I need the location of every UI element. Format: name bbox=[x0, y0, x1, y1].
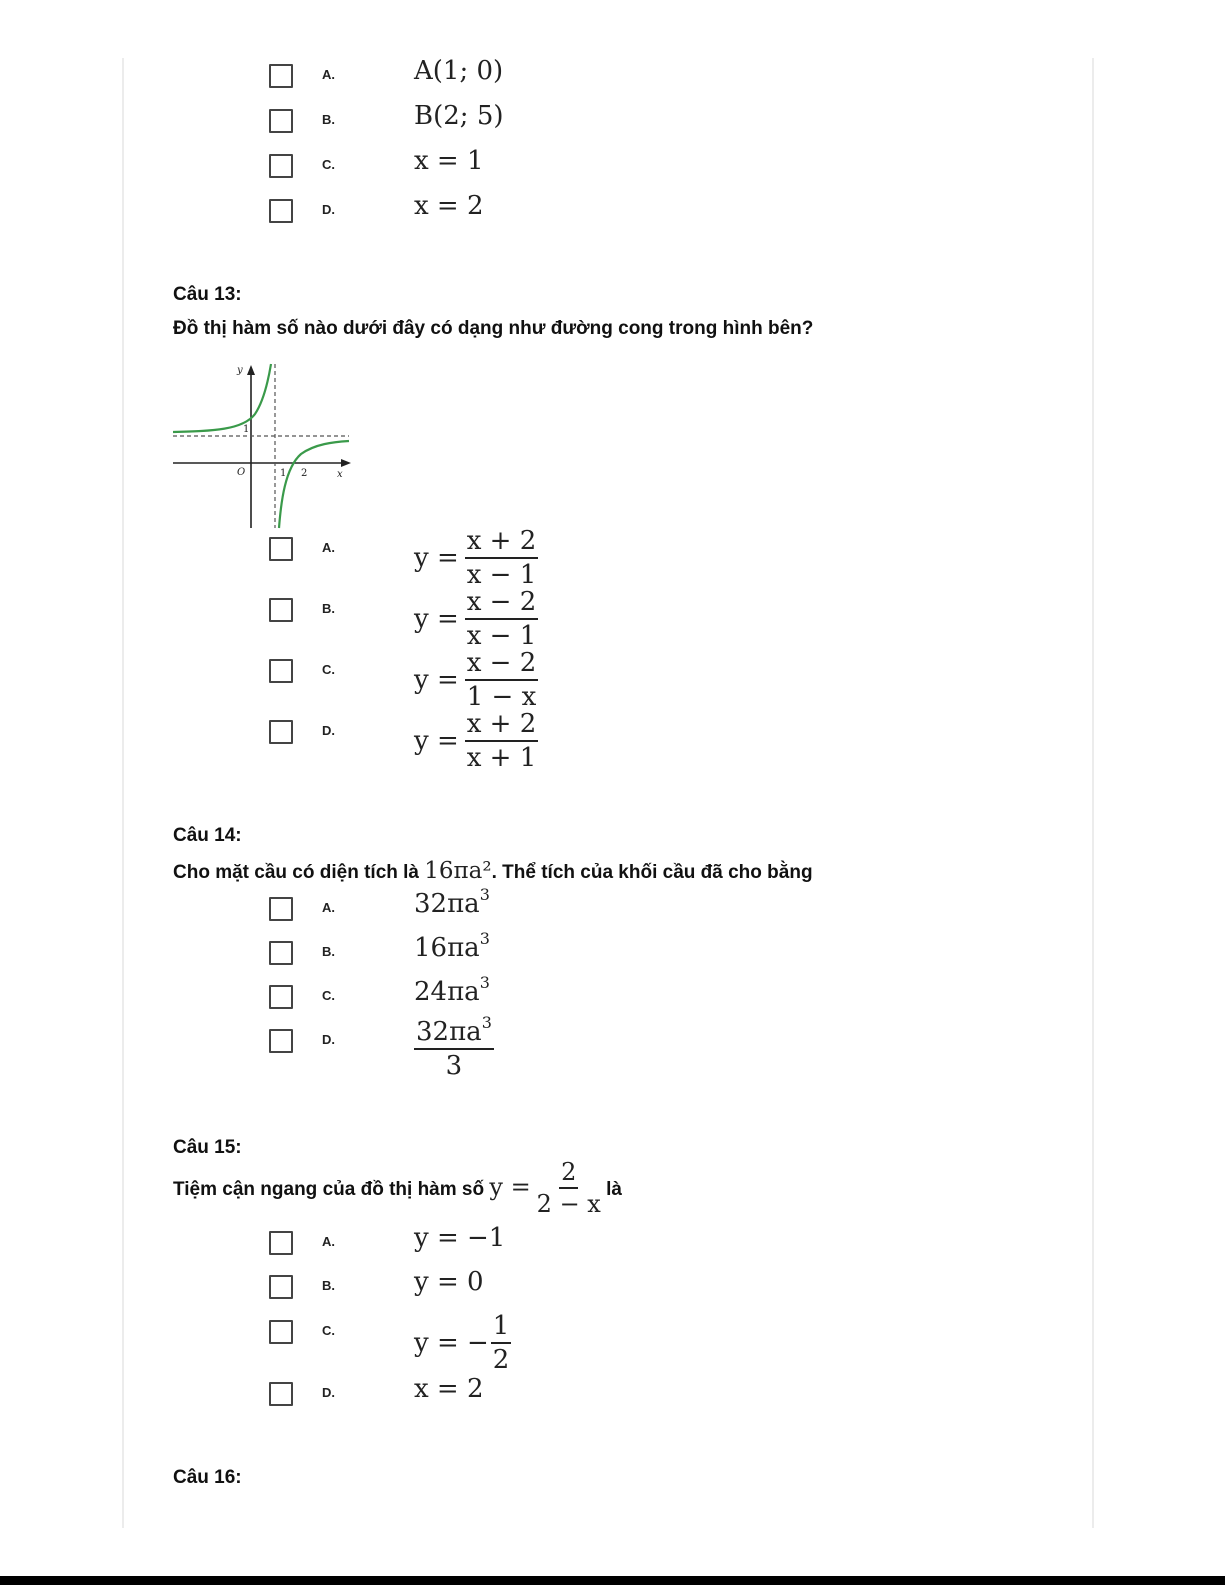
option-math: y = −1 bbox=[414, 1223, 506, 1253]
q14-heading: Câu 14: bbox=[173, 825, 242, 846]
option-math bbox=[414, 1013, 494, 1082]
checkbox[interactable] bbox=[269, 109, 293, 133]
math-lhs: y = bbox=[414, 725, 459, 756]
q14-inline-math: 16πa² bbox=[424, 858, 492, 884]
checkbox[interactable] bbox=[269, 659, 293, 683]
fraction bbox=[465, 650, 539, 712]
option-math bbox=[414, 711, 538, 773]
fraction bbox=[414, 1013, 494, 1082]
checkbox[interactable] bbox=[269, 1320, 293, 1344]
numerator: x − 2 bbox=[465, 589, 539, 620]
checkbox[interactable] bbox=[269, 64, 293, 88]
option-letter: A. bbox=[322, 540, 335, 555]
option-letter: D. bbox=[322, 1032, 335, 1047]
fraction bbox=[465, 528, 539, 590]
q14-text-before: Cho mặt cầu có diện tích là bbox=[173, 862, 419, 883]
q13-text: Đồ thị hàm số nào dưới đây có dạng như đường cong trong hình bên? bbox=[173, 318, 814, 339]
q12-option-a[interactable] bbox=[269, 56, 869, 92]
option-math: B(2; 5) bbox=[414, 101, 504, 131]
option-letter: B. bbox=[322, 601, 335, 616]
option-letter: D. bbox=[322, 1385, 335, 1400]
checkbox[interactable] bbox=[269, 941, 293, 965]
q13-option-c[interactable] bbox=[269, 648, 869, 713]
option-math bbox=[414, 973, 490, 1007]
option-math: x = 1 bbox=[414, 146, 484, 176]
q13-graph bbox=[173, 362, 353, 530]
math-exponent: 3 bbox=[479, 929, 490, 948]
option-letter: A. bbox=[322, 1234, 335, 1249]
option-letter: C. bbox=[322, 662, 335, 677]
math-lhs: y = bbox=[414, 603, 459, 634]
checkbox[interactable] bbox=[269, 199, 293, 223]
q15-heading: Câu 15: bbox=[173, 1137, 242, 1158]
option-letter: B. bbox=[322, 944, 335, 959]
option-letter: C. bbox=[322, 988, 335, 1003]
option-math: x = 2 bbox=[414, 1374, 484, 1404]
math-exponent: 3 bbox=[479, 885, 490, 904]
checkbox[interactable] bbox=[269, 154, 293, 178]
q14-option-a[interactable] bbox=[269, 885, 869, 925]
option-letter: D. bbox=[322, 723, 335, 738]
fraction bbox=[465, 711, 539, 773]
checkbox[interactable] bbox=[269, 720, 293, 744]
x-axis-arrow bbox=[341, 459, 351, 467]
denominator: 2 − x bbox=[536, 1190, 601, 1219]
option-letter: A. bbox=[322, 900, 335, 915]
graph-label-one-x: 1 bbox=[280, 468, 287, 479]
graph-label-two-x: 2 bbox=[301, 468, 308, 479]
graph-label-y: y bbox=[237, 365, 243, 376]
option-math bbox=[414, 1313, 511, 1375]
option-letter: C. bbox=[322, 157, 335, 172]
math-lhs: y = − bbox=[414, 1327, 489, 1358]
q14-text-after: . Thể tích của khối cầu đã cho bằng bbox=[491, 862, 813, 883]
q16-heading: Câu 16: bbox=[173, 1467, 242, 1488]
q15-text-after: là bbox=[606, 1179, 622, 1201]
math-base: 32πa bbox=[416, 1017, 482, 1047]
graph-label-x: x bbox=[337, 469, 343, 480]
q15-text-before: Tiệm cận ngang của đồ thị hàm số bbox=[173, 1179, 485, 1201]
bottom-bar bbox=[0, 1576, 1225, 1585]
option-math bbox=[414, 885, 490, 919]
q12-option-c[interactable] bbox=[269, 146, 869, 182]
option-letter: B. bbox=[322, 112, 335, 127]
math-exponent: 3 bbox=[481, 1013, 492, 1032]
option-math bbox=[414, 528, 538, 590]
graph-label-one-y: 1 bbox=[243, 424, 250, 435]
q12-option-b[interactable] bbox=[269, 101, 869, 137]
numerator: x − 2 bbox=[465, 650, 539, 681]
checkbox[interactable] bbox=[269, 897, 293, 921]
checkbox[interactable] bbox=[269, 985, 293, 1009]
option-letter: A. bbox=[322, 67, 335, 82]
curve-right-branch bbox=[279, 441, 349, 528]
option-letter: C. bbox=[322, 1323, 335, 1338]
q13-option-d[interactable] bbox=[269, 709, 869, 774]
checkbox[interactable] bbox=[269, 537, 293, 561]
math-base: 32πa bbox=[414, 889, 480, 919]
numerator: 2 bbox=[559, 1160, 578, 1189]
math-base: 24πa bbox=[414, 977, 480, 1007]
option-math: x = 2 bbox=[414, 191, 484, 221]
q15-option-d[interactable] bbox=[269, 1374, 869, 1410]
numerator: x + 2 bbox=[465, 528, 539, 559]
q15-option-a[interactable] bbox=[269, 1223, 869, 1259]
curve-left-branch bbox=[173, 364, 271, 432]
checkbox[interactable] bbox=[269, 1382, 293, 1406]
math-exponent: 3 bbox=[479, 973, 490, 992]
q14-option-d[interactable] bbox=[269, 1013, 869, 1082]
numerator: x + 2 bbox=[465, 711, 539, 742]
numerator: 1 bbox=[491, 1313, 512, 1344]
checkbox[interactable] bbox=[269, 1275, 293, 1299]
math-lhs: y = bbox=[414, 664, 459, 695]
math-base: 16πa bbox=[414, 933, 480, 963]
q15-option-b[interactable] bbox=[269, 1267, 869, 1303]
fraction bbox=[537, 1160, 601, 1217]
y-axis-arrow bbox=[247, 365, 255, 375]
q14-text bbox=[173, 858, 813, 884]
content-right-border bbox=[1092, 58, 1094, 1528]
checkbox[interactable] bbox=[269, 598, 293, 622]
content-left-border bbox=[122, 58, 124, 1528]
option-math bbox=[414, 650, 538, 712]
denominator: x + 1 bbox=[466, 743, 537, 774]
denominator: 1 − x bbox=[466, 682, 537, 713]
checkbox[interactable] bbox=[269, 1029, 293, 1053]
denominator: x − 1 bbox=[466, 560, 537, 591]
checkbox[interactable] bbox=[269, 1231, 293, 1255]
option-math: y = 0 bbox=[414, 1267, 484, 1297]
q15-text bbox=[173, 1160, 622, 1217]
option-math bbox=[414, 589, 538, 651]
option-letter: D. bbox=[322, 202, 335, 217]
q13-option-b[interactable] bbox=[269, 587, 869, 652]
q13-option-a[interactable] bbox=[269, 526, 869, 591]
option-math bbox=[414, 929, 490, 963]
q12-option-d[interactable] bbox=[269, 191, 869, 227]
math-lhs: y = bbox=[489, 1173, 531, 1202]
option-math: A(1; 0) bbox=[414, 56, 504, 86]
q14-option-c[interactable] bbox=[269, 973, 869, 1013]
fraction bbox=[465, 589, 539, 651]
graph-label-origin: O bbox=[237, 467, 246, 478]
denominator: 2 bbox=[492, 1345, 510, 1376]
q15-option-c[interactable] bbox=[269, 1311, 869, 1376]
fraction bbox=[491, 1313, 512, 1375]
q14-option-b[interactable] bbox=[269, 929, 869, 969]
denominator: 3 bbox=[445, 1051, 463, 1082]
option-letter: B. bbox=[322, 1278, 335, 1293]
math-lhs: y = bbox=[414, 542, 459, 573]
q15-inline-math bbox=[489, 1158, 601, 1219]
q13-heading: Câu 13: bbox=[173, 284, 242, 305]
denominator: x − 1 bbox=[466, 621, 537, 652]
numerator bbox=[414, 1013, 494, 1050]
